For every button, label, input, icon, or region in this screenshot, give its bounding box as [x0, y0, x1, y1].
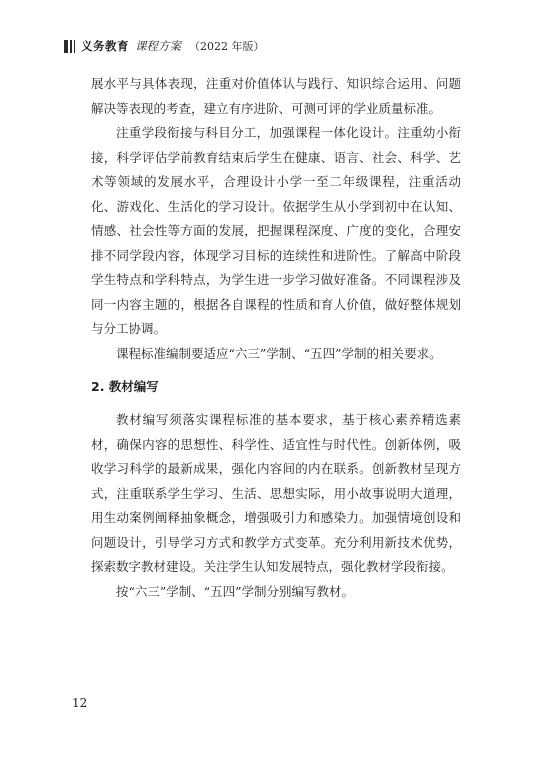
paragraph-continuation: 展水平与具体表现，注重对价值体认与践行、知识综合运用、问题解决等表现的考查，建立有序进阶、可测可评的学业质量标准。	[91, 76, 461, 116]
paragraph-stage-connection: 注重学段衔接与科目分工，加强课程一体化设计。注重幼小衔接，科学评估学前教育结束后学生在健康、语言、社会、科学、艺术等领域的发展水平，合理设计小学一至二年级课程，注重活动化、游戏化、生活化的学习设计。依据学生从小学到初中在认知、情感、社会性等方面的发展，把握课程深度、广度的变化，合理安排不同学段内容，体现学习目标的连续性和进阶性。了解高中阶段学生特点和学科特点，为学生进一步学习做好准备。不同课程涉及同一内容主题的，根据各自课程的性质和育人价值，做好整体规划与分工协调。	[91, 125, 461, 336]
paragraph-textbook-writing: 教材编写须落实课程标准的基本要求，基于核心素养精选素材，确保内容的思想性、科学性、适宜性与时代性。创新体例，吸收学习科学的最新成果，强化内容间的内在联系。创新教材呈现方式，注重联系学生学习、生活、思想实际，用小故事说明大道理，用生动案例阐释抽象概念，增强吸引力和感染力。加强情境创设和问题设计，引导学习方式和教学方式变革。充分利用新技术优势，探索数字教材建设。关注学生认知发展特点，强化教材学段衔接。	[91, 412, 461, 574]
running-header	[64, 38, 265, 54]
paragraph-curriculum-standard: 课程标准编制要适应“六三”学制、“五四”学制的相关要求。	[116, 345, 442, 361]
paragraph-textbook-system: 按“六三”学制、“五四”学制分别编写教材。	[116, 583, 355, 599]
page-body	[91, 72, 461, 604]
header-edition: （2022 年版）	[189, 40, 265, 53]
header-bar	[74, 40, 75, 53]
header-title: 义务教育	[81, 39, 129, 53]
page-number: 12	[72, 696, 88, 710]
header-bar	[64, 40, 68, 53]
section-heading-textbook: 2. 教材编写	[91, 379, 159, 394]
header-bars-icon	[64, 40, 75, 53]
header-bar	[70, 40, 72, 53]
header-subtitle: 课程方案	[135, 39, 181, 53]
